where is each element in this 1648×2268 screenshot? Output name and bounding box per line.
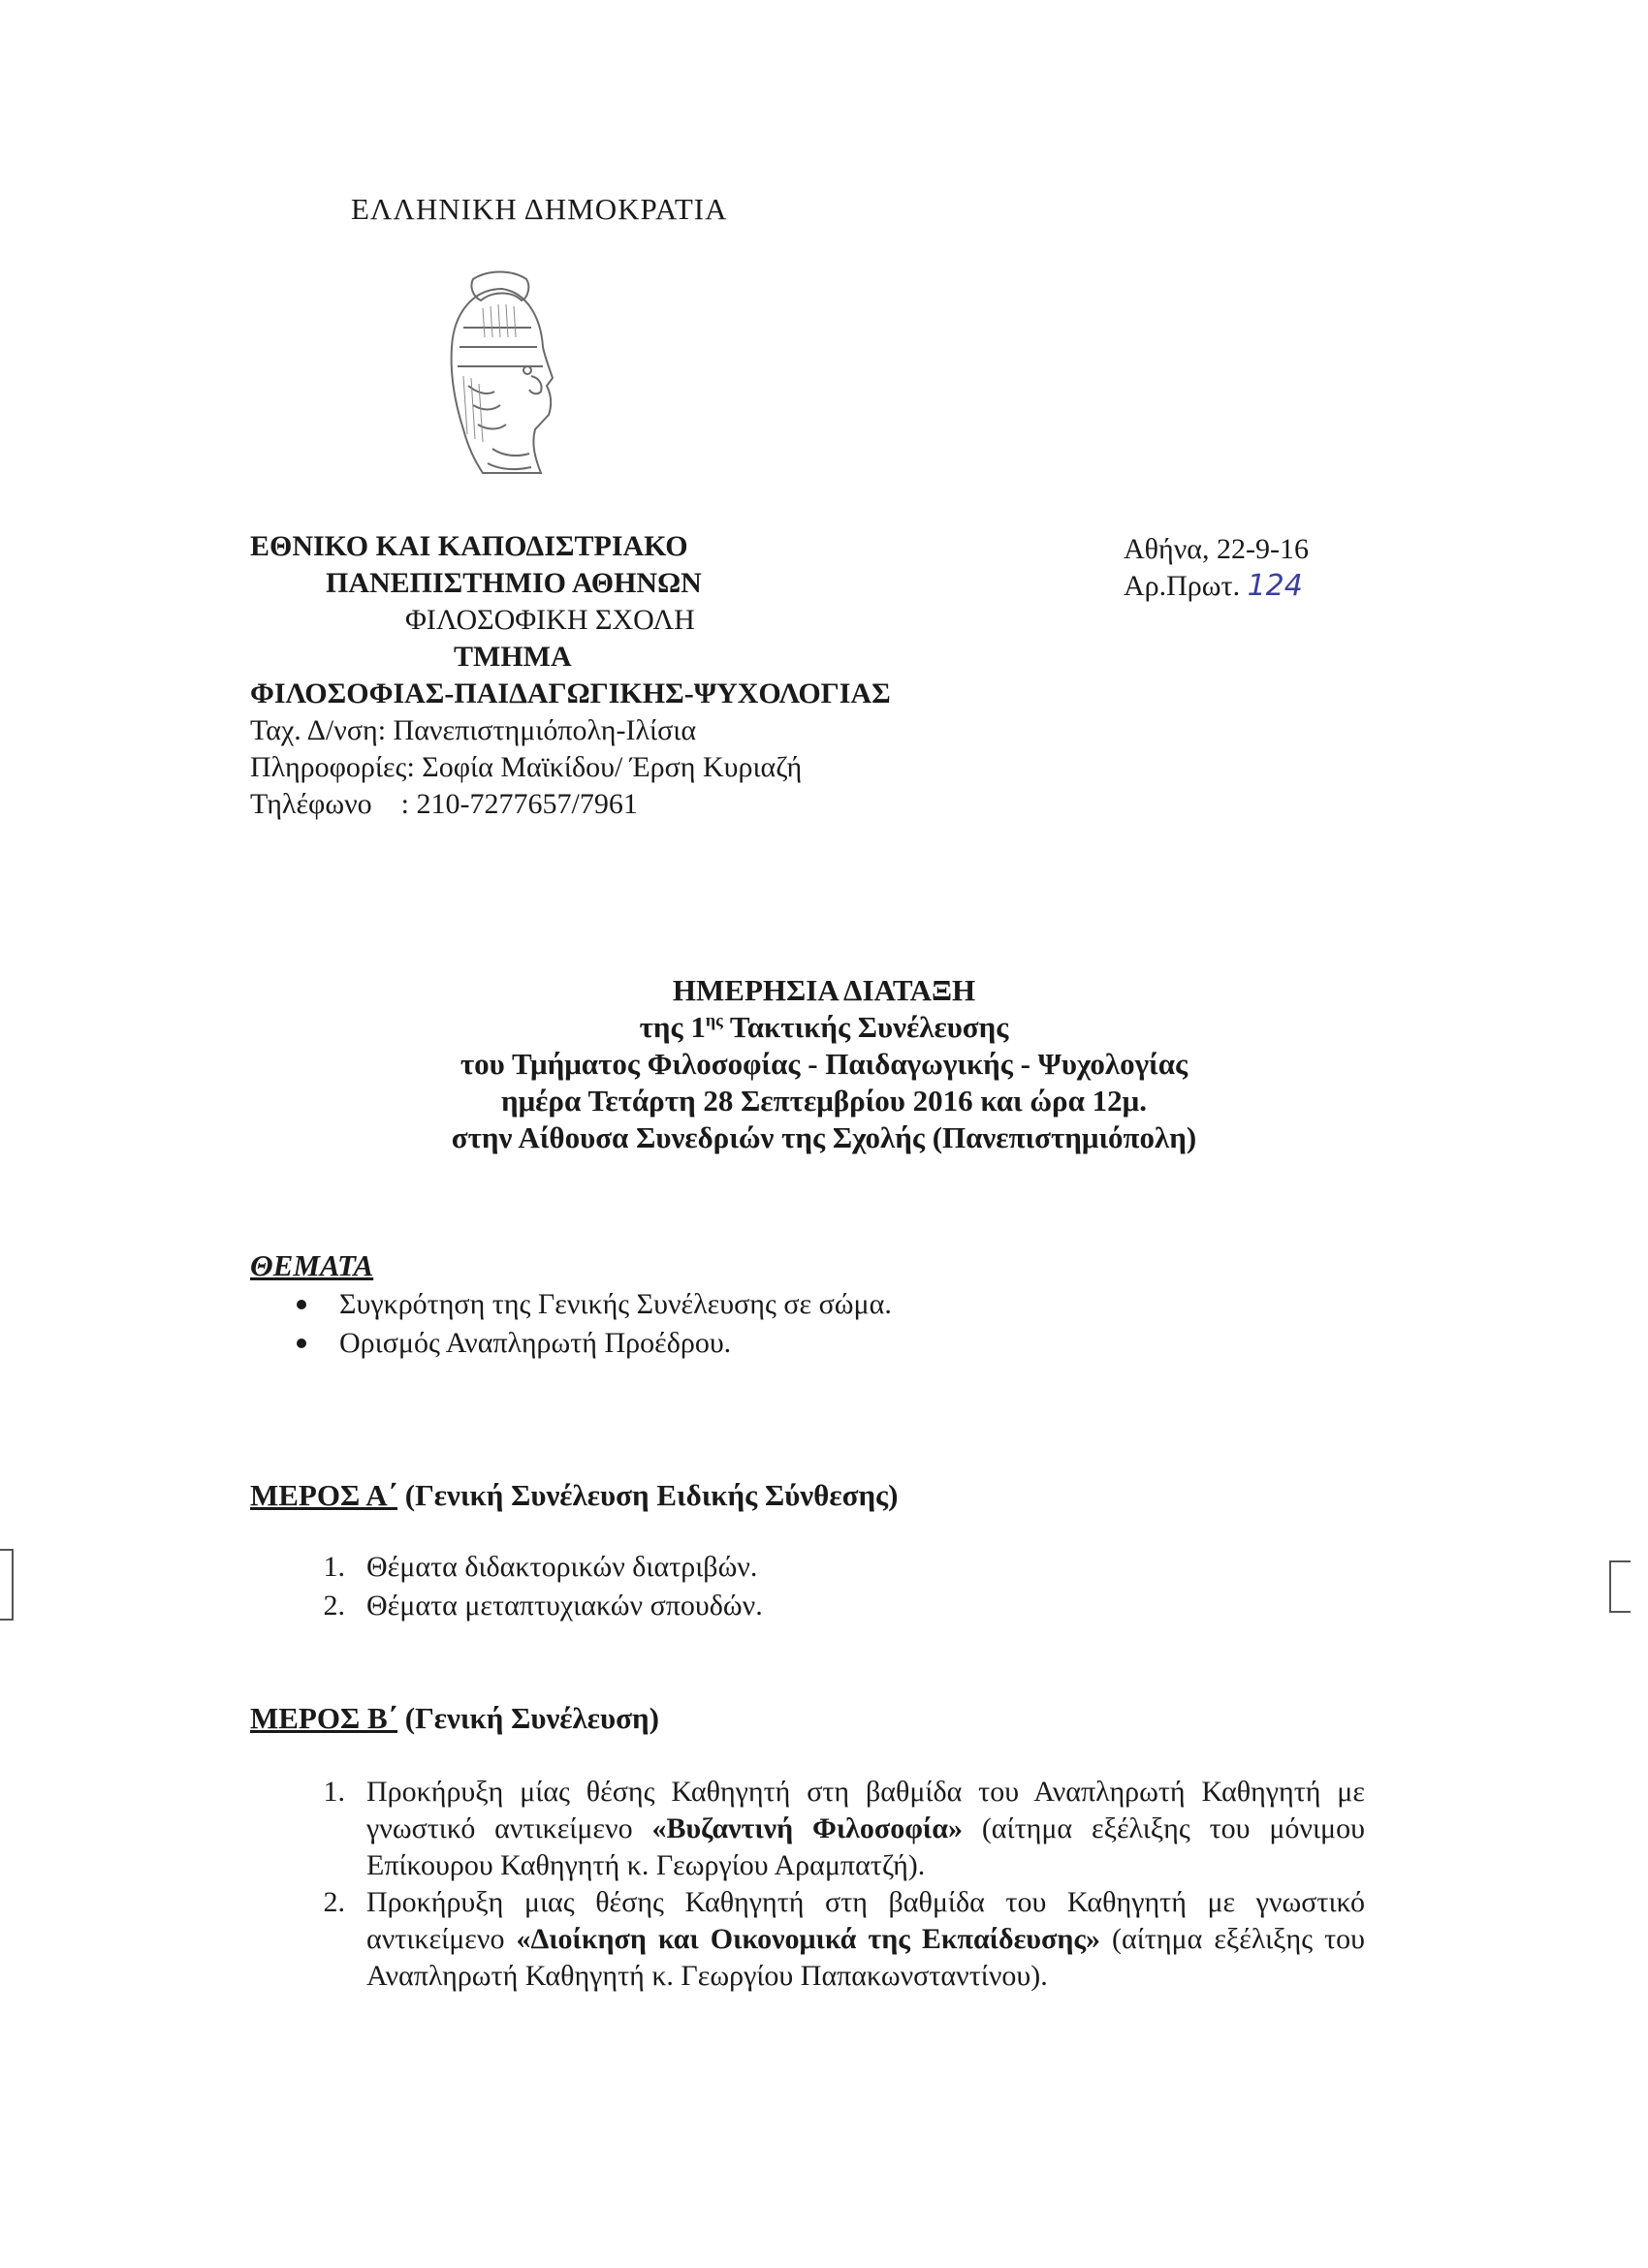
list-item-number: 2. [323,1590,345,1622]
list-item-text: Προκήρυξη μιας θέσης Καθηγητή στη βαθμίδα του Καθηγητή με γνωστικό αντικείμενο «Διοίκηση και Οικονομικά της Εκπαίδευσης» (αίτημα εξέλιξης του Αναπληρωτή Καθηγητή κ. Γεωργίου Παπακωνσταντίνου). [366,1886,1365,1992]
date-protocol-block [1124,531,1309,605]
postal-address: Ταχ. Δ/νση: Πανεπιστημιόπολη-Ιλίσια [250,714,697,746]
themata-heading: ΘΕΜΑΤΑ [250,1248,374,1282]
athena-head-emblem-icon [434,269,570,485]
contact-info: Πληροφορίες: Σοφία Μαϊκίδου/ Έρση Κυριαζή [250,751,803,783]
list-item-text: Προκήρυξη μίας θέσης Καθηγητή στη βαθμίδα του Αναπληρωτή Καθηγητή με γνωστικό αντικείμενο «Βυζαντινή Φιλοσοφία» (αίτημα εξέλιξης του μόνιμου Επίκουρου Καθηγητή κ. Γεωργίου Αραμπατζή). [366,1776,1365,1881]
list-item [291,1285,892,1324]
agenda-session-line [0,1010,1648,1047]
protocol-number: 124 [1247,569,1303,603]
subject-field: «Βυζαντινή Φιλοσοφία» [651,1812,963,1844]
document-date: Αθήνα, 22-9-16 [1124,533,1309,565]
department-label: ΤΜΗΜΑ [454,641,572,673]
agenda-title: ΗΜΕΡΗΣΙΑ ΔΙΑΤΑΞΗ [672,973,976,1007]
department-name: ΦΙΛΟΣΟΦΙΑΣ-ΠΑΙΔΑΓΩΓΙΚΗΣ-ΨΥΧΟΛΟΓΙΑΣ [250,677,891,709]
list-item [291,1588,763,1626]
themata-list [291,1285,892,1363]
session-type: Τακτικής Συνέλευσης [722,1010,1009,1044]
session-ordinal-suffix: ης [705,1010,723,1030]
meros-b-description: (Γενική Συνέλευση) [397,1701,659,1735]
meros-b-label: ΜΕΡΟΣ Β΄ [250,1701,398,1735]
meros-a-heading [250,1478,898,1513]
meros-b-list [291,1774,1365,1995]
list-item-text: Θέματα διδακτορικών διατριβών. [366,1551,758,1583]
agenda-date-line: ημέρα Τετάρτη 28 Σεπτεμβρίου 2016 και ώρα 12μ. [500,1084,1147,1118]
agenda-title-block [0,973,1648,1157]
university-name-line1: ΕΘΝΙΚΟ ΚΑΙ ΚΑΠΟΔΙΣΤΡΙΑΚΟ [250,530,688,562]
agenda-location-line: στην Αίθουσα Συνεδριών της Σχολής (Πανεπιστημιόπολη) [451,1120,1197,1154]
list-item-number: 1. [323,1551,345,1583]
list-item-text: Θέματα μεταπτυχιακών σπουδών. [366,1590,763,1622]
list-item [291,1549,763,1588]
agenda-department-line: του Τμήματος Φιλοσοφίας - Παιδαγωγικής - Ψυχολογίας [460,1047,1188,1081]
scan-edge-mark [0,1549,14,1621]
list-item [291,1884,1365,1995]
school-name: ΦΙΛΟΣΟΦΙΚΗ ΣΧΟΛΗ [405,604,695,636]
meros-b-heading [250,1701,659,1736]
phone-number: Τηλέφωνο : 210-7277657/7961 [250,788,638,820]
list-item [291,1774,1365,1884]
meros-a-description: (Γενική Συνέλευση Ειδικής Σύνθεσης) [397,1478,899,1512]
scan-edge-mark [1609,1560,1631,1613]
list-item-text: Συγκρότηση της Γενικής Συνέλευσης σε σώμα. [339,1288,892,1320]
bullet-icon [297,1300,306,1309]
list-item [291,1324,892,1363]
list-item-text: Ορισμός Αναπληρωτή Προέδρου. [339,1327,732,1359]
meros-a-list [291,1549,763,1626]
session-number: της 1 [639,1010,706,1044]
government-title: ΕΛΛΗΝΙΚΗ ΔΗΜΟΚΡΑΤΙΑ [351,192,728,226]
protocol-label: Αρ.Πρωτ. [1124,570,1241,602]
subject-field: «Διοίκηση και Οικονομικά της Εκπαίδευσης» [516,1923,1101,1955]
bullet-icon [297,1339,306,1348]
university-name-line2: ΠΑΝΕΠΙΣΤΗΜΙΟ ΑΘΗΝΩΝ [326,567,702,599]
university-header-block [250,528,891,823]
meros-a-label: ΜΕΡΟΣ Α΄ [250,1478,398,1512]
list-item-number: 1. [323,1776,345,1808]
list-item-number: 2. [323,1886,345,1918]
